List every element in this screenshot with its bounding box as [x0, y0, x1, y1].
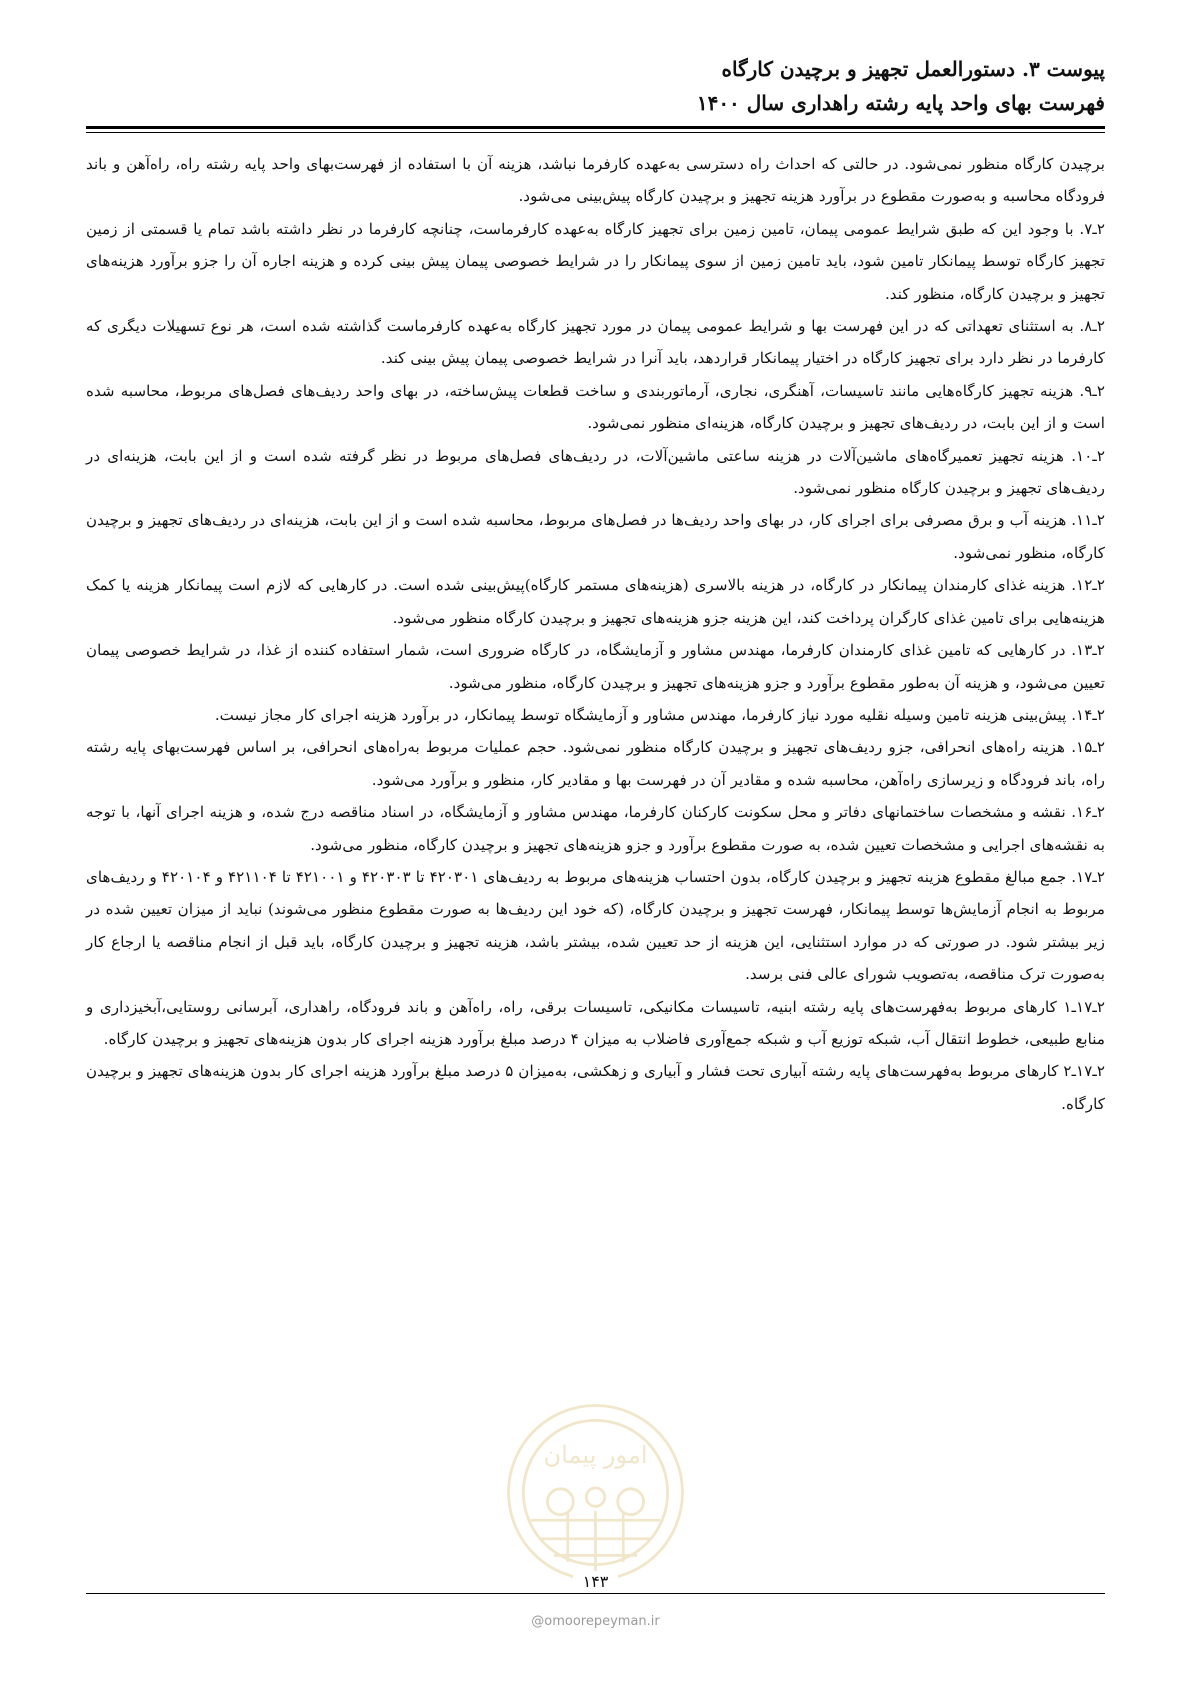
paragraph: برچیدن کارگاه منظور نمی‌شود. در حالتی که احداث راه دسترسی به‌عهده کارفرما نباشد، هزینه آن با استفاده از فهرست‌بهای واحد پایه رشته راه، راه‌آهن و باند فرودگاه محاسبه و به‌صورت مقطوع در برآورد هزینه تجهیز و برچیدن کارگاه پیش‌بینی می‌شود. [86, 155, 1105, 206]
paragraph-2-12: ۲ـ۱۲. هزینه غذای کارمندان پیمانکار در کارگاه، در هزینه بالاسری (هزینه‌های مستمر کارگاه)پیش‌بینی شده است. در کارهایی که لازم است پیمانکار هزینه یا کمک هزینه‌هایی برای تامین غذای کارگران پرداخت کند، این هزینه جزو هزینه‌های تجهیز و برچیدن کارگاه منظور می‌شود. [86, 576, 1105, 627]
page-header [86, 52, 1105, 120]
header-title-line1: پیوست ۳. دستورالعمل تجهیز و برچیدن کارگاه [721, 57, 1105, 81]
omoore-peyman-logo-icon [503, 1400, 688, 1585]
paragraph-2-14: ۲ـ۱۴. پیش‌بینی هزینه تامین وسیله نقلیه مورد نیاز کارفرما، مهندس مشاور و آزمایشگاه توسط پیمانکار، در برآورد هزینه اجرای کار مجاز نیست. [214, 705, 1105, 724]
footer-rule [86, 1593, 1105, 1594]
paragraph-2-17-2: ۲ـ۱۷ـ۲ کارهای مربوط به‌فهرست‌های پایه رشته آبیاری تحت فشار و آبیاری و زهکشی، به‌میزان ۵ درصد مبلغ برآورد هزینه اجرای کار بدون هزینه‌های تجهیز و برچیدن کارگاه. [86, 1062, 1105, 1113]
page-number [0, 1572, 1191, 1591]
paragraph-2-13: ۲ـ۱۳. در کارهایی که تامین غذای کارمندان کارفرما، مهندس مشاور و آزمایشگاه، در کارگاه ضروری است، شمار استفاده کننده از غذا، در شرایط خصوصی پیمان تعیین می‌شود، و هزینه آن به‌طور مقطوع برآورد و جزو هزینه‌های تجهیز و برچیدن کارگاه، منظور می‌شود. [86, 641, 1105, 692]
paragraph-2-15: ۲ـ۱۵. هزینه راه‌های انحرافی، جزو ردیف‌های تجهیز و برچیدن کارگاه منظور نمی‌شود. حجم عملیات مربوط به‌راه‌های انحرافی، بر اساس فهرست‌بهای پایه رشته راه، باند فرودگاه و زیرسازی راه‌آهن، محاسبه شده و مقادیر آن در فهرست بها و مقادیر کار، منظور و برآورد می‌شود. [86, 738, 1105, 789]
watermark-text: امور پیمان [543, 1440, 648, 1469]
header-rule-thin [86, 132, 1105, 133]
paragraph-2-8: ۲ـ۸. به استثنای تعهداتی که در این فهرست بها و شرایط عمومی پیمان در مورد تجهیز کارگاه به‌عهده کارفرماست گذاشته شده است، هر نوع تسهیلات دیگری که کارفرما در نظر دارد برای تجهیز کارگاه در اختیار پیمانکار قراردهد، باید آنرا در شرایط خصوصی پیمان پیش بینی کند. [86, 317, 1105, 368]
page-number-text: ۱۴۳ [573, 1572, 619, 1591]
header-title-line2: فهرست بهای واحد پایه رشته راهداری سال ۱۴۰۰ [696, 91, 1105, 115]
paragraph-2-17: ۲ـ۱۷. جمع مبالغ مقطوع هزینه تجهیز و برچیدن کارگاه، بدون احتساب هزینه‌های مربوط به ردیف‌های ۴۲۰۳۰۱ تا ۴۲۰۳۰۳ و ۴۲۱۰۰۱ تا ۴۲۱۱۰۴ و ۴۲۰۱۰۴ و ردیف‌های مربوط به انجام آزمایش‌ها توسط پیمانکار، فهرست تجهیز و برچیدن کارگاه، (که خود این ردیف‌ها به صورت مقطوع منظور می‌شوند) نباید از میزان تعیین شده در زیر بیشتر شود. در صورتی که در موارد استثنایی، این هزینه از حد تعیین شده، بیشتر باشد، هزینه تجهیز و برچیدن کارگاه، باید قبل از انجام مناقصه یا ارجاع کار به‌صورت ترک مناقصه، به‌تصویب شورای عالی فنی برسد. [86, 867, 1106, 984]
paragraph-2-10: ۲ـ۱۰. هزینه تجهیز تعمیرگاه‌های ماشین‌آلات در هزینه ساعتی ماشین‌آلات، در ردیف‌های فصل‌های مربوط در نظر گرفته شده است و از این بابت، هزینه‌ای در ردیف‌های تجهیز و برچیدن کارگاه منظور نمی‌شود. [86, 446, 1105, 498]
paragraph-2-7: ۲ـ۷. با وجود این که طبق شرایط عمومی پیمان، تامین زمین برای تجهیز کارگاه به‌عهده کارفرماست، چنانچه کارفرما در نظر داشته باشد تمام یا قسمتی از زمین تجهیز کارگاه توسط پیمانکار تامین شود، باید تامین زمین از سوی پیمانکار را در شرایط خصوصی پیمان پیش بینی کرده و هزینه اجاره آن را جزو برآورد هزینه‌های تجهیز و برچیدن کارگاه، منظور کند. [86, 219, 1105, 303]
paragraph-2-9: ۲ـ۹. هزینه تجهیز کارگاه‌هایی مانند تاسیسات، آهنگری، نجاری، آرماتوربندی و ساخت قطعات پیش‌ساخته، در بهای واحد ردیف‌های فصل‌های مربوط، محاسبه شده است و از این بابت، در ردیف‌های تجهیز و برچیدن کارگاه، هزینه‌ای منظور نمی‌شود. [86, 381, 1105, 433]
header-rule-thick [86, 126, 1105, 129]
website-watermark: @omoorepeyman.ir [531, 1614, 660, 1629]
document-body [86, 148, 1105, 1120]
paragraph-2-11: ۲ـ۱۱. هزینه آب و برق مصرفی برای اجرای کار، در بهای واحد ردیف‌ها در فصل‌های مربوط، محاسبه شده است و از این بابت، هزینه‌ای در ردیف‌های تجهیز و برچیدن کارگاه، منظور نمی‌شود. [86, 511, 1105, 562]
paragraph-2-17-1: ۲ـ۱۷ـ۱ کارهای مربوط به‌فهرست‌های پایه رشته ابنیه، تاسیسات مکانیکی، تاسیسات برقی، راه، راه‌آهن و باند فرودگاه، راهداری، آبرسانی روستایی،آبخیزداری و منابع طبیعی، خطوط انتقال آب، شبکه توزیع آب و شبکه جمع‌آوری فاضلاب به میزان ۴ درصد مبلغ برآورد هزینه اجرای کار بدون هزینه‌های تجهیز و برچیدن کارگاه. [86, 997, 1105, 1048]
paragraph-2-16: ۲ـ۱۶. نقشه و مشخصات ساختمانهای دفاتر و محل سکونت کارکنان کارفرما، مهندس مشاور و آزمایشگاه، در اسناد مناقصه درج شده، و هزینه اجرای آنها، با توجه به نقشه‌های اجرایی و مشخصات تعیین شده، به صورت مقطوع برآورد و جزو هزینه‌های تجهیز و برچیدن کارگاه، منظور می‌شود. [86, 803, 1105, 854]
